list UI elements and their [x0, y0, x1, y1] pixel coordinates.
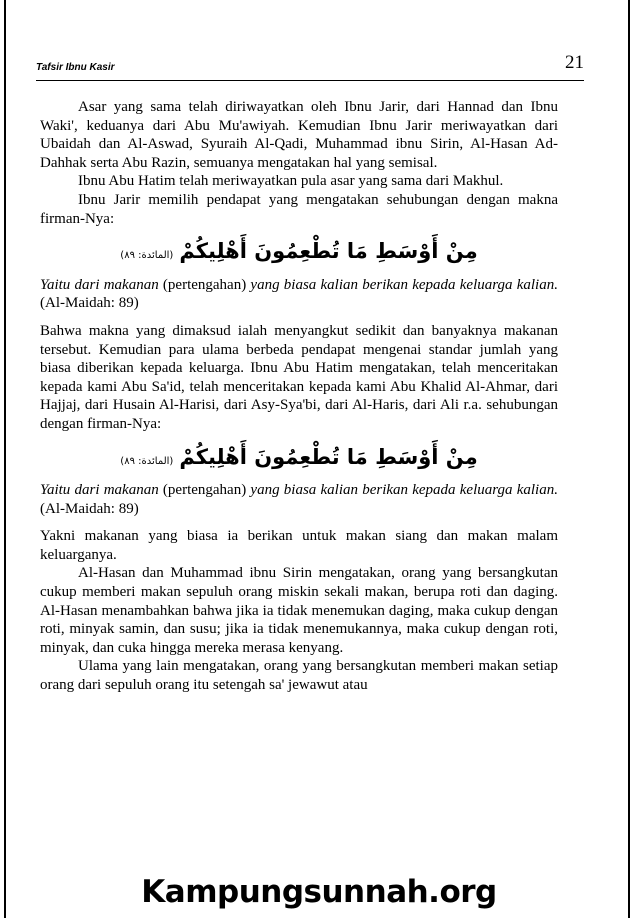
paragraph: Ulama yang lain mengatakan, orang yang bersangkutan memberi makan setiap orang dari sepuluh orang itu setengah sa' jewawut atau	[40, 658, 558, 694]
quran-verse	[40, 239, 558, 266]
header-rule	[36, 80, 584, 81]
body-text	[40, 98, 558, 695]
verse-translation: Yaitu dari makanan (pertengahan) yang biasa kalian berikan kepada keluarga kalian. (Al-Maidah: 89)	[40, 482, 558, 517]
verse-reference: (المائدة: ٨٩)	[120, 250, 174, 262]
paragraph: Asar yang sama telah diriwayatkan oleh Ibnu Jarir, dari Hannad dan Ibnu Waki', keduanya dari Abu Mu'awiyah. Kemudian Ibnu Jarir meriwayatkan dari Ubaidah dan Al-Aswad, Syuraih Al-Qadi, Muhammad ibnu Sirin, Al-Hasan Ad-Dahhak serta Abu Razin, semuanya mengatakan hal yang semisal.	[40, 99, 558, 171]
paragraph: Al-Hasan dan Muhammad ibnu Sirin mengatakan, orang yang bersangkutan cukup memberi makan sepuluh orang miskin sekali makan, berupa roti dan daging. Al-Hasan menambahkan bahwa jika ia tidak menemukan daging, maka cukup dengan roti, minyak samin, dan susu; jika ia tidak menemukannya, maka cukup dengan roti, minyak, dan cuka hingga mereka merasa kenyang.	[40, 565, 558, 656]
watermark: Kampungsunnah.org	[141, 874, 497, 910]
paragraph: Ibnu Jarir memilih pendapat yang mengatakan sehubungan dengan makna firman-Nya:	[40, 191, 558, 227]
verse-arabic: مِنْ أَوْسَطِ مَا تُطْعِمُونَ أَهْلِيكُمْ	[179, 239, 478, 264]
paragraph: Bahwa makna yang dimaksud ialah menyangkut sedikit dan banyaknya makanan tersebut. Kemudian para ulama berbeda pendapat mengenai standar jumlah yang biasa diberikan kepada keluarga. Ibnu Abu Hatim mengatakan, telah menceritakan kepada kami Abu Sa'id, telah menceritakan kepada kami Abu Khalid Al-Ahmar, dari Hajjaj, dari Husain Al-Harisi, dari Asy-Sya'bi, dari Al-Haris, dari Ali r.a. sehubungan dengan firman-Nya:	[40, 322, 558, 432]
paragraph: Ibnu Abu Hatim telah meriwayatkan pula asar yang sama dari Makhul.	[78, 173, 504, 190]
paragraph: Yakni makanan yang biasa ia berikan untuk makan siang dan makan malam keluarganya.	[40, 528, 558, 563]
verse-translation: Yaitu dari makanan (pertengahan) yang biasa kalian berikan kepada keluarga kalian. (Al-Maidah: 89)	[40, 276, 558, 312]
running-title: Tafsir Ibnu Kasir	[36, 62, 115, 73]
running-header	[36, 52, 584, 82]
quran-verse	[40, 444, 558, 472]
verse-arabic: مِنْ أَوْسَطِ مَا تُطْعِمُونَ أَهْلِيكُمْ	[179, 444, 478, 469]
verse-reference: (المائدة: ٨٩)	[120, 455, 174, 467]
page-number: 21	[565, 52, 584, 73]
